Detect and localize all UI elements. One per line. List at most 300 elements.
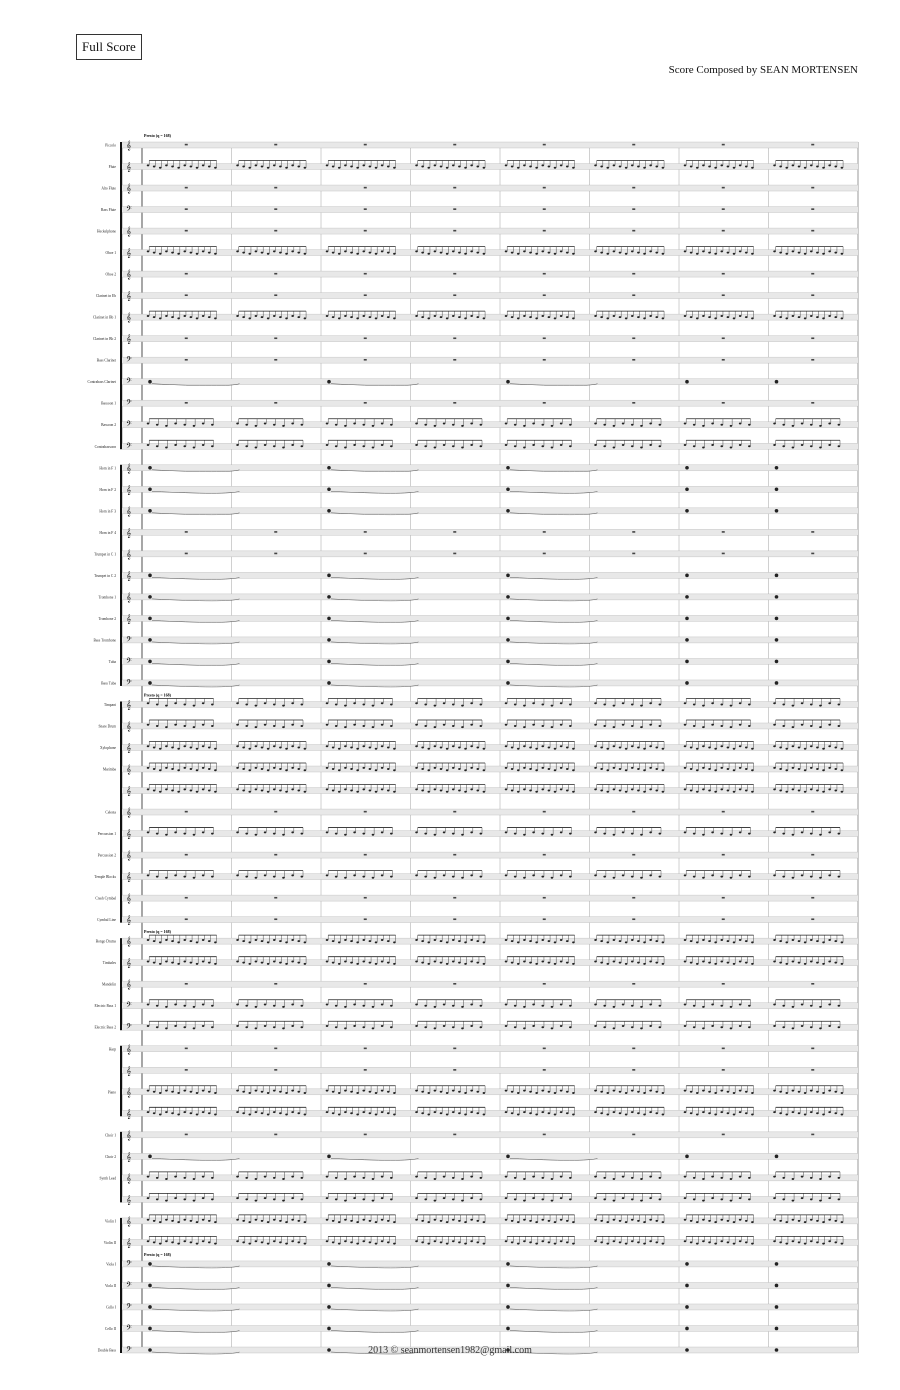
note-head — [362, 445, 365, 447]
note-head — [446, 963, 449, 965]
clef-symbol: 𝄞 — [126, 1086, 132, 1097]
note-head — [622, 444, 625, 446]
note-head — [285, 317, 288, 319]
note-head — [838, 1177, 841, 1179]
note-head — [202, 1004, 205, 1006]
note-head — [273, 424, 276, 426]
note-head — [174, 874, 177, 876]
note-head — [344, 705, 347, 707]
note-head — [291, 1176, 294, 1178]
note-head — [640, 1178, 643, 1180]
note-head — [344, 1111, 347, 1113]
note-head — [541, 1005, 544, 1007]
note-head — [792, 1219, 795, 1221]
note-head — [828, 724, 831, 726]
note-head — [304, 1221, 307, 1223]
whole-rest — [185, 230, 188, 232]
note-head — [613, 250, 616, 252]
note-head — [733, 748, 736, 750]
note-head — [326, 1004, 329, 1006]
note-head — [505, 1176, 508, 1178]
note-head — [751, 1092, 754, 1094]
note-head — [649, 724, 652, 726]
note-head — [569, 1026, 572, 1028]
note-head — [291, 724, 294, 726]
note-head — [613, 1090, 616, 1092]
staff — [122, 486, 858, 492]
note-head — [327, 1284, 331, 1288]
note-head — [236, 444, 239, 446]
note-head — [362, 876, 365, 878]
note-head — [458, 790, 461, 792]
note-head — [684, 1090, 687, 1092]
note-head — [273, 833, 276, 835]
clef-symbol: 𝄢 — [126, 419, 132, 430]
note-head — [242, 166, 245, 168]
note-head — [326, 960, 329, 962]
note-head — [480, 445, 483, 447]
note-head — [606, 167, 609, 169]
note-head — [785, 317, 788, 319]
note-head — [458, 166, 461, 168]
note-head — [625, 1114, 628, 1116]
note-head — [810, 315, 813, 317]
note-head — [822, 791, 825, 793]
note-head — [640, 705, 643, 707]
note-head — [248, 1221, 251, 1223]
note-head — [476, 768, 479, 770]
note-head — [190, 790, 193, 792]
note-head — [202, 164, 205, 166]
note-head — [211, 1198, 214, 1200]
note-head — [532, 702, 535, 704]
note-head — [643, 791, 646, 793]
note-head — [745, 1241, 748, 1243]
whole-rest — [364, 359, 367, 361]
note-head — [443, 1004, 446, 1006]
note-head — [261, 166, 264, 168]
note-head — [606, 791, 609, 793]
note-head — [720, 1090, 723, 1092]
note-head — [685, 638, 689, 642]
note-head — [350, 962, 353, 964]
note-head — [685, 617, 689, 621]
note-head — [684, 788, 687, 790]
note-head — [356, 1243, 359, 1245]
note-head — [148, 1155, 152, 1159]
note-head — [505, 250, 508, 252]
note-head — [711, 1197, 714, 1199]
instrument-label: Synth Lead — [99, 1176, 116, 1181]
note-head — [594, 1004, 597, 1006]
clef-symbol: 𝄞 — [126, 1065, 132, 1076]
note-head — [613, 726, 616, 728]
note-head — [153, 962, 156, 964]
note-head — [273, 876, 276, 878]
instrument-label: Piano — [107, 1090, 116, 1095]
note-head — [649, 1176, 652, 1178]
note-head — [822, 317, 825, 319]
note-head — [476, 166, 479, 168]
note-head — [174, 444, 177, 446]
whole-rest — [453, 294, 456, 296]
whole-rest — [185, 337, 188, 339]
note-head — [816, 1091, 819, 1093]
note-head — [505, 724, 508, 726]
note-head — [372, 726, 375, 728]
clef-symbol: 𝄞 — [126, 226, 132, 237]
note-head — [566, 166, 569, 168]
note-head — [159, 791, 162, 793]
note-head — [834, 747, 837, 749]
note-head — [458, 1220, 461, 1222]
note-head — [775, 1262, 779, 1266]
note-head — [153, 252, 156, 254]
note-head — [461, 834, 464, 836]
note-head — [505, 1004, 508, 1006]
note-head — [529, 316, 532, 318]
note-head — [415, 939, 418, 941]
note-head — [267, 748, 270, 750]
note-head — [828, 1025, 831, 1027]
whole-rest — [364, 402, 367, 404]
whole-rest — [364, 230, 367, 232]
note-head — [297, 940, 300, 942]
note-head — [523, 1111, 526, 1113]
clef-symbol: 𝄞 — [126, 183, 132, 194]
note-head — [523, 164, 526, 166]
note-head — [464, 167, 467, 169]
note-head — [714, 253, 717, 255]
note-head — [560, 1111, 563, 1113]
note-head — [326, 1176, 329, 1178]
note-head — [214, 317, 217, 319]
note-head — [476, 252, 479, 254]
note-head — [708, 962, 711, 964]
note-head — [690, 1112, 693, 1114]
note-head — [804, 253, 807, 255]
note-head — [381, 423, 384, 425]
note-head — [529, 940, 532, 942]
clef-symbol: 𝄞 — [126, 828, 132, 839]
note-head — [622, 702, 625, 704]
note-head — [711, 831, 714, 833]
whole-rest — [811, 208, 814, 210]
note-head — [381, 1197, 384, 1199]
note-head — [326, 1197, 329, 1199]
note-head — [381, 702, 384, 704]
note-head — [282, 1027, 285, 1029]
note-head — [183, 164, 186, 166]
clef-symbol: 𝄞 — [126, 914, 132, 925]
note-head — [183, 788, 186, 790]
note-head — [273, 1240, 276, 1242]
note-head — [415, 444, 418, 446]
note-head — [548, 1091, 551, 1093]
group-bracket — [120, 938, 122, 1030]
note-head — [613, 446, 616, 448]
clef-symbol: 𝄢 — [126, 1000, 132, 1011]
note-head — [159, 1221, 162, 1223]
note-head — [643, 963, 646, 965]
note-head — [301, 703, 304, 705]
whole-rest — [722, 1134, 725, 1136]
note-head — [551, 834, 554, 836]
note-head — [434, 705, 437, 707]
note-head — [711, 423, 714, 425]
note-head — [600, 790, 603, 792]
clef-symbol: 𝄢 — [126, 1258, 132, 1269]
note-head — [662, 253, 665, 255]
note-head — [480, 703, 483, 705]
note-head — [273, 164, 276, 166]
note-head — [684, 724, 687, 726]
note-head — [838, 1005, 841, 1007]
note-head — [443, 1176, 446, 1178]
note-head — [236, 939, 239, 941]
note-head — [511, 1112, 514, 1114]
note-head — [273, 1198, 276, 1200]
note-head — [505, 1219, 508, 1221]
group-bracket — [120, 142, 122, 449]
note-head — [792, 705, 795, 707]
whole-rest — [543, 337, 546, 339]
note-head — [606, 1092, 609, 1094]
clef-symbol: 𝄞 — [126, 1215, 132, 1226]
note-head — [810, 1240, 813, 1242]
note-head — [165, 960, 168, 962]
note-head — [261, 747, 264, 749]
note-head — [193, 877, 196, 879]
group-bracket — [120, 1132, 122, 1203]
note-head — [147, 1090, 150, 1092]
note-head — [554, 1114, 557, 1116]
instrument-label: Oboe 2 — [105, 272, 116, 277]
note-head — [381, 874, 384, 876]
note-head — [560, 444, 563, 446]
whole-rest — [722, 854, 725, 856]
note-head — [684, 1240, 687, 1242]
note-head — [733, 253, 736, 255]
note-head — [282, 1200, 285, 1202]
note-head — [640, 834, 643, 836]
note-head — [297, 316, 300, 318]
note-head — [834, 252, 837, 254]
whole-rest — [632, 854, 635, 856]
note-head — [748, 833, 751, 835]
note-head — [569, 1198, 572, 1200]
note-head — [301, 876, 304, 878]
instrument-label: Snare Drum — [98, 724, 116, 729]
note-head — [285, 1243, 288, 1245]
note-head — [551, 705, 554, 707]
note-head — [702, 425, 705, 427]
whole-rest — [274, 273, 277, 275]
note-head — [236, 1176, 239, 1178]
note-head — [372, 425, 375, 427]
instrument-label: Bass Clarinet — [96, 358, 116, 363]
note-head — [613, 705, 616, 707]
instrument-label: Horn in F 2 — [99, 487, 116, 492]
note-head — [264, 444, 267, 446]
note-head — [387, 962, 390, 964]
note-head — [390, 1198, 393, 1200]
note-head — [297, 166, 300, 168]
note-head — [326, 1111, 329, 1113]
note-head — [480, 833, 483, 835]
note-head — [464, 963, 467, 965]
note-head — [393, 769, 396, 771]
note-head — [804, 317, 807, 319]
note-head — [147, 164, 150, 166]
note-head — [613, 877, 616, 879]
note-head — [159, 769, 162, 771]
staff — [122, 336, 858, 342]
note-head — [730, 425, 733, 427]
note-head — [506, 681, 510, 685]
note-head — [782, 833, 785, 835]
note-head — [828, 1240, 831, 1242]
note-head — [613, 960, 616, 962]
note-head — [452, 445, 455, 447]
note-head — [801, 444, 804, 446]
note-head — [183, 445, 186, 447]
note-head — [452, 833, 455, 835]
note-head — [640, 877, 643, 879]
note-head — [326, 788, 329, 790]
note-head — [773, 315, 776, 317]
note-head — [165, 1006, 168, 1008]
note-head — [748, 1198, 751, 1200]
note-head — [464, 769, 467, 771]
note-head — [631, 833, 634, 835]
note-head — [659, 1198, 662, 1200]
note-head — [625, 748, 628, 750]
note-head — [301, 424, 304, 426]
note-head — [291, 939, 294, 941]
note-head — [745, 940, 748, 942]
note-head — [511, 1091, 514, 1093]
note-head — [338, 791, 341, 793]
note-head — [625, 769, 628, 771]
instrument-label: Choir 2 — [105, 1154, 116, 1159]
note-head — [600, 316, 603, 318]
note-head — [733, 317, 736, 319]
whole-rest — [453, 897, 456, 899]
note-head — [165, 726, 168, 728]
note-head — [362, 767, 365, 769]
note-head — [600, 166, 603, 168]
whole-rest — [632, 402, 635, 404]
note-head — [483, 253, 486, 255]
note-head — [301, 1026, 304, 1028]
note-head — [434, 425, 437, 427]
note-head — [554, 253, 557, 255]
clef-symbol: 𝄞 — [126, 570, 132, 581]
note-head — [443, 702, 446, 704]
note-head — [245, 1198, 248, 1200]
note-head — [236, 315, 239, 317]
note-head — [148, 380, 152, 384]
note-head — [792, 745, 795, 747]
staff — [122, 656, 858, 667]
note-head — [285, 253, 288, 255]
note-head — [649, 745, 652, 747]
note-head — [362, 1177, 365, 1179]
whole-rest — [722, 273, 725, 275]
note-head — [353, 1025, 356, 1027]
note-head — [440, 166, 443, 168]
whole-rest — [274, 811, 277, 813]
whole-rest — [453, 918, 456, 920]
note-head — [147, 1240, 150, 1242]
note-head — [174, 1004, 177, 1006]
whole-rest — [274, 531, 277, 533]
note-head — [165, 1090, 168, 1092]
note-head — [506, 1155, 510, 1159]
note-head — [156, 1026, 159, 1028]
note-head — [165, 1027, 168, 1029]
note-head — [202, 1219, 205, 1221]
note-head — [792, 726, 795, 728]
note-head — [548, 1220, 551, 1222]
note-head — [452, 745, 455, 747]
note-head — [393, 317, 396, 319]
note-head — [344, 834, 347, 836]
note-head — [427, 963, 430, 965]
note-head — [649, 1111, 652, 1113]
note-head — [733, 167, 736, 169]
note-head — [369, 1220, 372, 1222]
note-head — [684, 831, 687, 833]
note-head — [810, 1111, 813, 1113]
note-head — [541, 745, 544, 747]
note-head — [461, 446, 464, 448]
note-head — [301, 1005, 304, 1007]
note-head — [350, 166, 353, 168]
whole-rest — [185, 144, 188, 146]
note-head — [147, 315, 150, 317]
note-head — [603, 1026, 606, 1028]
note-head — [506, 1305, 510, 1309]
note-head — [446, 941, 449, 943]
note-head — [434, 1219, 437, 1221]
clef-symbol: 𝄞 — [126, 1237, 132, 1248]
note-head — [655, 1091, 658, 1093]
note-head — [659, 1005, 662, 1007]
note-head — [773, 767, 776, 769]
note-head — [684, 315, 687, 317]
clef-symbol: 𝄞 — [126, 1129, 132, 1140]
note-head — [483, 167, 486, 169]
whole-rest — [185, 208, 188, 210]
note-head — [297, 1220, 300, 1222]
note-head — [148, 1305, 152, 1309]
note-head — [613, 834, 616, 836]
note-head — [560, 939, 563, 941]
note-head — [147, 250, 150, 252]
note-head — [159, 748, 162, 750]
note-head — [415, 250, 418, 252]
note-head — [470, 444, 473, 446]
staff — [122, 615, 858, 621]
note-head — [273, 1090, 276, 1092]
note-head — [822, 167, 825, 169]
note-head — [326, 1025, 329, 1027]
note-head — [838, 703, 841, 705]
note-head — [381, 960, 384, 962]
note-head — [637, 790, 640, 792]
